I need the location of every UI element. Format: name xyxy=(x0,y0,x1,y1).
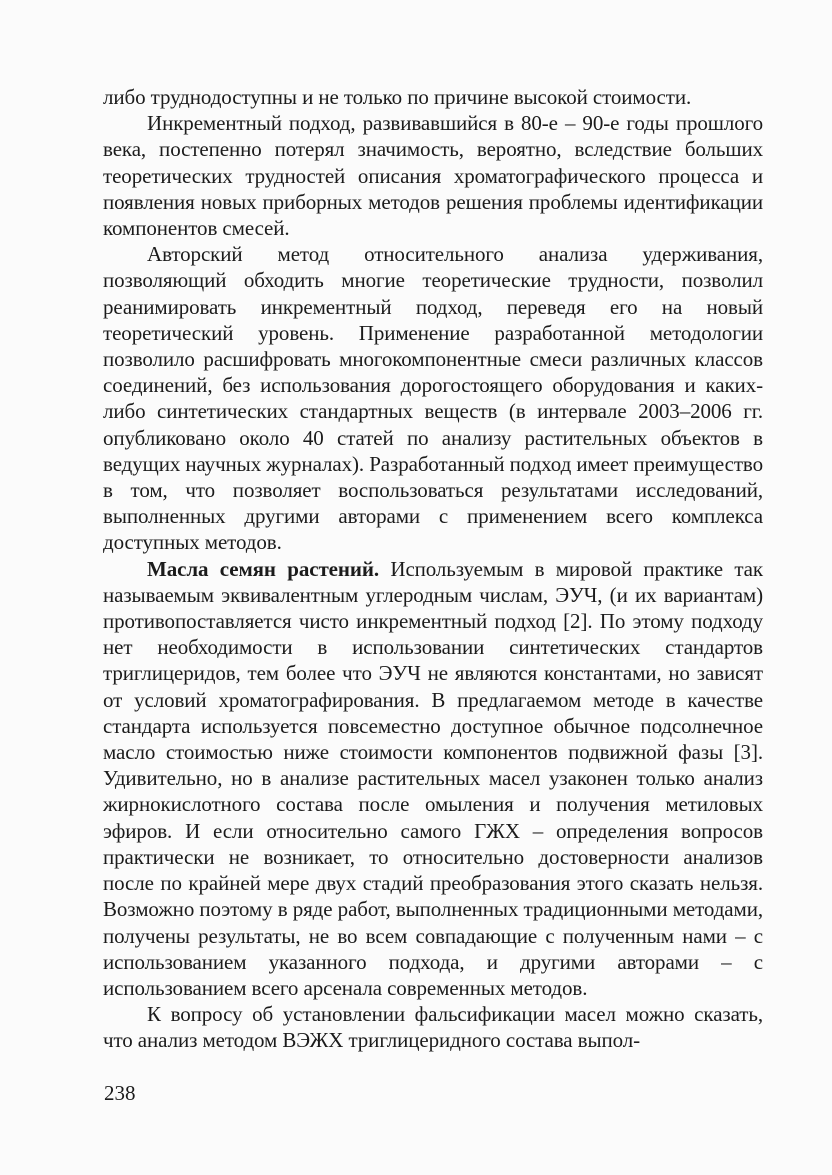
paragraph-author-method xyxy=(103,241,763,555)
paragraph-text: Инкрементный подход, развивавшийся в 80-е – 90-е годы прошлого века, постепенно потерял значимость, вероятно, вследствие больших теоретических трудностей описания хроматографического процесса и появления новых приборных методов решения проблемы идентификации компонентов смесей. xyxy=(103,111,763,241)
paragraph-continuation xyxy=(103,84,763,110)
paragraph-text: Авторский метод относительного анализа удерживания, позволяющий обходить многие теоретические трудности, позволил реанимировать инкрементный подход, переведя его на новый теоретический уровень. Применение разработанной методологии позволило расшифровать многокомпонентные смеси различных классов соединений, без использования дорогостоящего оборудования и каких-либо синтетических стандартных веществ (в интервале 2003–2006 гг. опубликовано около 40 статей по анализу растительных объектов в ведущих научных журналах). Разработанный подход имеет преимущество в том, что позволяет воспользоваться результатами исследований, выполненных другими авторами с применением всего комплекса доступных методов. xyxy=(103,242,763,555)
paragraph-text: Используемым в мировой практике так называемым эквивалентным углеродным числам, ЭУЧ, (и их вариантам) противопоставляется чисто инкрементный подход [2]. По этому подходу нет необходимости в использовании синтетических стандартов триглицеридов, тем более что ЭУЧ не являются константами, но зависят от условий хроматографирования. В предлагаемом методе в качестве стандарта используется повсеместно доступное обычное подсолнечное масло стоимостью ниже стоимости компонентов подвижной фазы [3]. Удивительно, но в анализе растительных масел узаконен только анализ жирнокислотного состава после омыления и получения метиловых эфиров. И если относительно самого ГЖХ – определения вопросов практически не возникает, то относительно достоверности анализов после по крайней мере двух стадий преобразования этого сказать нельзя. Возможно поэтому в ряде работ, выполненных традиционными методами, получены результаты, не во всем совпадающие с полученным нами – с использованием указанного подхода, и другими авторами – с использованием всего арсенала современных методов. xyxy=(103,556,764,1000)
paragraph-incremental-approach xyxy=(103,110,763,241)
body-text xyxy=(103,84,763,1054)
paragraph-text: либо труднодоступны и не только по причине высокой стоимости. xyxy=(103,85,692,109)
paragraph-text: К вопросу об установлении фальсификации масел можно сказать, что анализ методом ВЭЖХ триглицеридного состава выпол- xyxy=(103,1002,763,1053)
paragraph-seed-oils xyxy=(103,556,763,1001)
paragraph-falsification xyxy=(103,1001,763,1053)
paragraph-lead-heading: Масла семян растений. xyxy=(147,556,380,581)
page-number: 238 xyxy=(104,1081,136,1105)
